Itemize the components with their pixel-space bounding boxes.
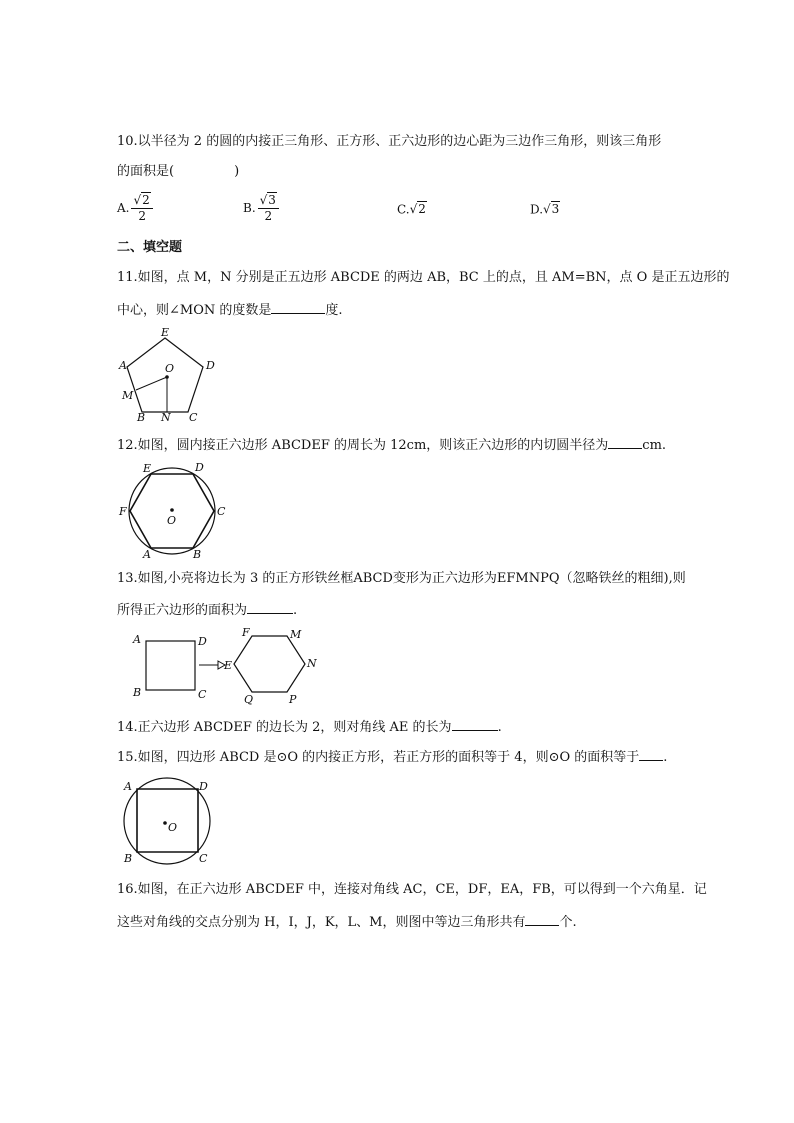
q10-line1: 10.以半径为 2 的圆的内接正三角形、正方形、正六边形的边心距为三边作三角形，则该三角形 (117, 134, 662, 149)
q13-answer-blank[interactable] (247, 599, 293, 614)
q12-line1 (117, 434, 666, 456)
label-b: B (193, 548, 202, 560)
q13-square-to-hexagon-figure (128, 627, 328, 705)
label-b: B (137, 411, 146, 424)
hexagon-shape (234, 636, 305, 692)
q14-answer-blank[interactable] (452, 716, 498, 731)
option-a-label: A. (117, 201, 130, 215)
q15-line1 (117, 746, 667, 768)
center-point-o (165, 375, 169, 379)
segment-om (136, 377, 167, 390)
label-o: O (168, 821, 178, 834)
q13-line2 (117, 599, 297, 621)
q14-line1 (117, 716, 502, 738)
option-a-radicand: 2 (142, 193, 150, 207)
label-b: B (124, 852, 133, 865)
q13-line1: 13.如图,小亮将边长为 3 的正方形铁丝框ABCD变形为正六边形为EFMNPQ（忽略铁丝的粗细),则 (117, 571, 686, 586)
label-c: C (217, 505, 226, 518)
option-b-fraction: $\frac{√3}{2}$ (258, 192, 279, 224)
q10-option-d: D.√3 (530, 202, 560, 217)
q12-answer-blank[interactable] (608, 434, 642, 449)
label-a: A (143, 548, 151, 560)
q15-line1-pre: 15.如图，四边形 ABCD 是⊙O 的内接正方形，若正方形的面积等于 4，则⊙O 的面积等于 (117, 750, 640, 765)
q14-line1-post: . (497, 720, 502, 735)
label-d: D (206, 359, 215, 372)
q15-line1-post: . (663, 750, 668, 765)
q14-line1-pre: 14.正六边形 ABCDEF 的边长为 2，则对角线 AE 的长为 (117, 720, 452, 735)
q16-line1: 16.如图，在正六边形 ABCDEF 中，连接对角线 AC，CE，DF，EA，FB，可以得到一个六角星．记 (117, 882, 707, 897)
q10-option-b (243, 192, 279, 224)
q10-line2-post: ) (234, 164, 240, 179)
section-title: 二、填空题 (117, 240, 183, 255)
option-b-radicand: 3 (268, 193, 276, 207)
q12-line1-pre: 12.如图，圆内接正六边形 ABCDEF 的周长为 12cm，则该正六边形的内切圆半径为 (117, 438, 609, 453)
q11-line2-pre: 中心，则∠MON 的度数是 (117, 303, 272, 318)
q16-line2-pre: 这些对角线的交点分别为 H，I，J，K，L、M，则图中等边三角形共有 (117, 915, 526, 930)
label-b: B (133, 686, 142, 699)
q16-answer-blank[interactable] (525, 911, 559, 926)
pentagon-shape (127, 338, 203, 412)
label-q: Q (244, 693, 254, 705)
option-b-denominator: 2 (264, 209, 273, 223)
q10-option-c: C.√2 (397, 202, 426, 217)
square-shape (146, 641, 195, 690)
option-d-radicand: 3 (551, 202, 560, 216)
q16-line2 (117, 911, 577, 933)
option-c-radicand: 2 (418, 202, 426, 216)
q11-line2 (117, 299, 343, 321)
q13-line2-pre: 所得正六边形的面积为 (117, 603, 248, 618)
q10-line2-pre: 的面积是( (117, 164, 175, 179)
label-m: M (122, 389, 134, 402)
option-a-fraction: $\frac{√2}{2}$ (131, 192, 152, 224)
q12-hexagon-figure (117, 458, 232, 560)
label-o: O (165, 362, 175, 375)
label-f: F (242, 627, 250, 639)
label-a: A (133, 633, 141, 646)
label-f: F (119, 505, 127, 518)
q10-line2 (117, 162, 239, 182)
label-n: N (307, 657, 317, 670)
option-c-label: C. (397, 202, 410, 217)
q13-line2-post: . (293, 603, 298, 618)
option-b-label: B. (243, 201, 256, 215)
label-c: C (198, 688, 207, 701)
q12-line1-post: cm. (642, 438, 667, 453)
label-m: M (290, 628, 302, 641)
q11-pentagon-figure (117, 325, 217, 425)
q11-line1: 11.如图，点 M，N 分别是正五边形 ABCDE 的两边 AB，BC 上的点，且 AM=BN，点 O 是正五边形的 (117, 270, 730, 285)
label-d: D (199, 780, 208, 793)
label-a: A (119, 359, 127, 372)
label-c: C (199, 852, 208, 865)
label-c: C (189, 411, 198, 424)
center-point-o (163, 821, 167, 825)
q15-answer-blank[interactable] (639, 746, 663, 761)
center-point-o (170, 508, 174, 512)
q10-option-a (117, 192, 153, 224)
label-e: E (161, 326, 170, 339)
option-a-denominator: 2 (138, 209, 146, 223)
q11-answer-blank[interactable] (271, 299, 325, 314)
label-o: O (167, 514, 177, 527)
label-d: D (195, 461, 204, 474)
label-n: N (161, 411, 171, 424)
label-e: E (143, 462, 152, 475)
label-p: P (289, 693, 297, 705)
option-d-label: D. (530, 202, 544, 217)
label-a: A (124, 780, 132, 793)
q16-line2-post: 个. (559, 915, 577, 930)
q15-inscribed-square-figure (117, 775, 222, 867)
label-d: D (198, 635, 207, 648)
label-e: E (224, 659, 233, 672)
q11-line2-post: 度. (325, 303, 343, 318)
